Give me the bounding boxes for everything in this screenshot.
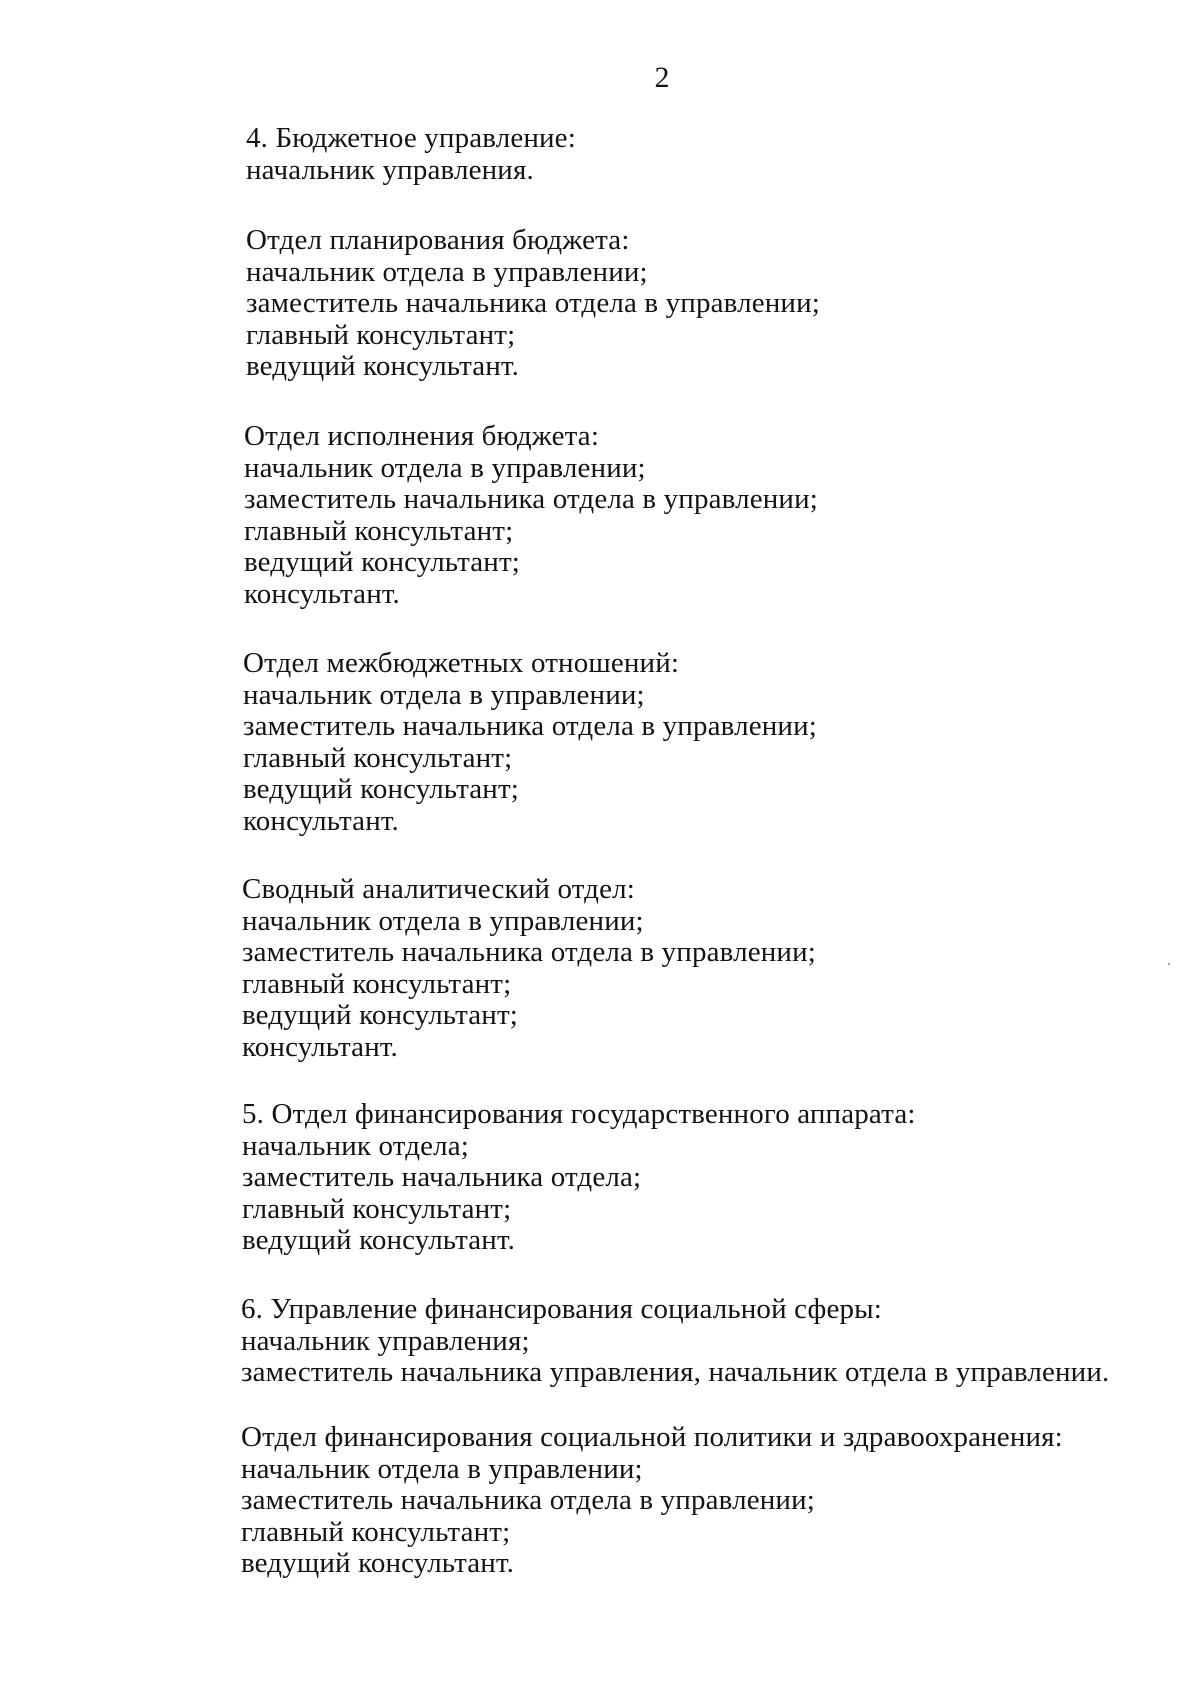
position-line: начальник управления.: [246, 153, 534, 186]
position-line: начальник отдела в управлении;: [246, 255, 648, 288]
position-line: главный консультант;: [242, 1192, 512, 1225]
position-line: главный консультант;: [241, 1515, 511, 1548]
position-line: главный консультант;: [243, 741, 513, 774]
position-line: заместитель начальника отдела в управлении;: [243, 710, 817, 742]
position-line: заместитель начальника отдела в управлении;: [241, 1484, 815, 1516]
section-social-sphere-financing: [241, 1294, 1109, 1389]
section-heading: 4. Бюджетное управление:: [246, 122, 576, 154]
section-heading: Отдел финансирования социальной политики и здравоохранения:: [241, 1421, 1063, 1453]
section-interbudget-relations: [243, 648, 817, 837]
section-state-apparatus-financing: [242, 1099, 916, 1257]
position-line: заместитель начальника отдела в управлении;: [244, 483, 818, 515]
position-line: ведущий консультант;: [242, 999, 518, 1031]
section-budget-execution: [244, 421, 818, 610]
section-heading: 5. Отдел финансирования государственного аппарата:: [242, 1098, 916, 1130]
section-heading: Сводный аналитический отдел:: [242, 873, 635, 905]
position-line: начальник отдела в управлении;: [242, 904, 644, 937]
position-line: начальник отдела в управлении;: [243, 678, 645, 711]
position-line: ведущий консультант.: [242, 1224, 515, 1256]
position-line: начальник отдела в управлении;: [241, 1452, 643, 1485]
section-social-policy-healthcare: [241, 1422, 1063, 1580]
position-line: начальник отдела;: [242, 1129, 470, 1162]
section-budget-directorate: [246, 123, 576, 186]
scan-speck: [1168, 963, 1170, 965]
position-line: главный консультант;: [244, 514, 514, 547]
page-number: 2: [654, 61, 670, 94]
section-heading: Отдел планирования бюджета:: [246, 224, 630, 256]
position-line: главный консультант;: [246, 318, 516, 351]
position-line: заместитель начальника отдела;: [242, 1161, 642, 1193]
position-line: ведущий консультант.: [241, 1547, 514, 1579]
position-line: заместитель начальника отдела в управлении;: [242, 936, 816, 968]
position-line: ведущий консультант.: [246, 350, 519, 382]
section-analytical: [242, 874, 816, 1063]
section-heading: Отдел исполнения бюджета:: [244, 420, 600, 452]
position-line: главный консультант;: [242, 967, 512, 1000]
position-line: заместитель начальника отдела в управлении;: [246, 287, 820, 319]
position-line: ведущий консультант;: [244, 546, 520, 578]
position-line: начальник отдела в управлении;: [244, 451, 646, 484]
section-heading: 6. Управление финансирования социальной сферы:: [241, 1293, 882, 1325]
position-line: ведущий консультант;: [243, 773, 519, 805]
position-line: консультант.: [243, 804, 399, 837]
section-heading: Отдел межбюджетных отношений:: [243, 647, 680, 679]
position-line: начальник управления;: [241, 1324, 530, 1357]
position-line: консультант.: [244, 577, 400, 610]
position-line: заместитель начальника управления, начальник отдела в управлении.: [241, 1356, 1110, 1388]
position-line: консультант.: [242, 1030, 398, 1063]
section-budget-planning: [246, 225, 820, 383]
